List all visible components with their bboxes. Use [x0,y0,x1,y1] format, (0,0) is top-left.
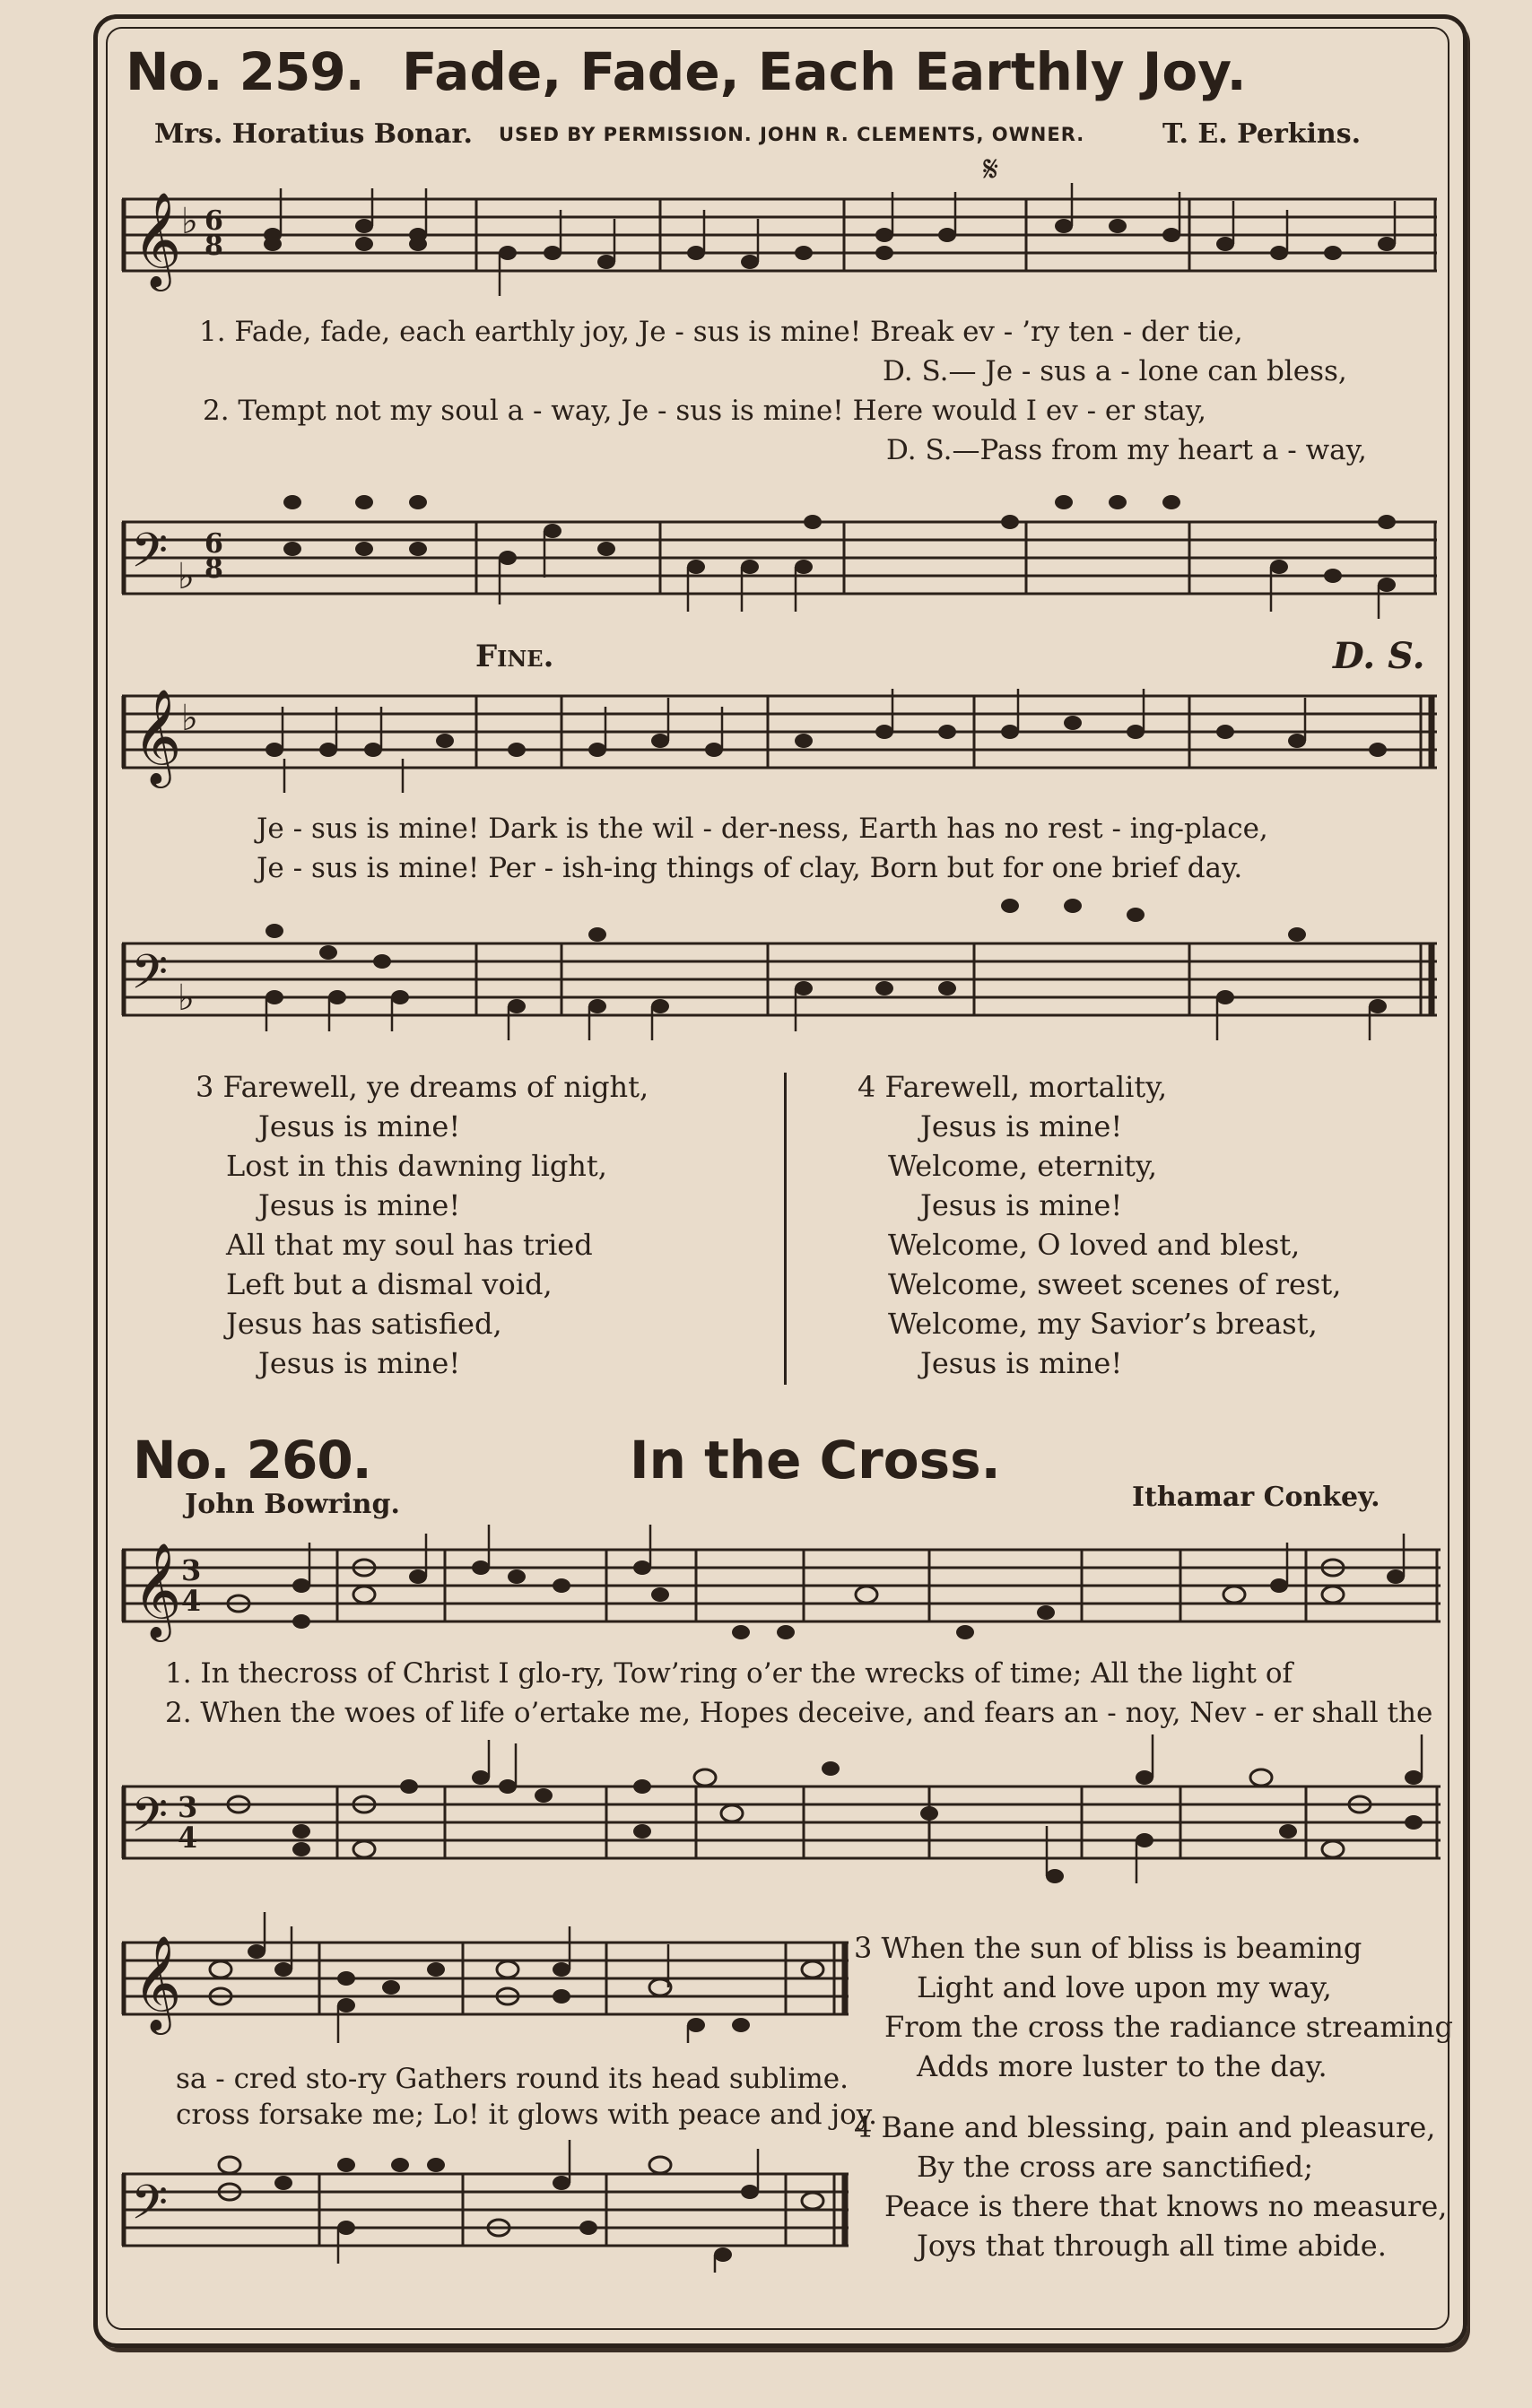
hymn-259-bass-staff-1 [122,493,1437,619]
verse-line: Lost in this dawning light, [226,1149,607,1183]
hymn-260-title: In the Cross. [630,1430,1001,1491]
verse-line: All that my soul has tried [226,1228,593,1262]
svg-text:𝄢: 𝄢 [131,1788,169,1855]
hymn-259-lyric-v1-line2: Je - sus is mine! Dark is the wil - der-ness, Earth has no rest - ing-place, [257,813,1268,845]
verse-line: Welcome, O loved and blest, [888,1228,1301,1262]
hymn-259-lyric-ds2: D. S.—Pass from my heart a - way, [886,434,1367,466]
verse-line: From the cross the radiance streaming [884,2010,1454,2044]
verse-line: Jesus is mine! [258,1109,461,1143]
ds-marking: D. S. [1333,635,1425,677]
verse-line: 3 When the sun of bliss is beaming [854,1931,1362,1965]
verse-divider [784,1073,787,1385]
verse-line: Light and love upon my way, [917,1970,1332,2004]
hymn-260-lyric-v2-line2: cross forsake me; Lo! it glows with peace and joy. [176,2099,878,2131]
verse-line: By the cross are sanctified; [917,2150,1313,2184]
svg-text:6: 6 [205,205,223,237]
hymn-260-bass-staff-1 [122,1740,1441,1892]
svg-text:6: 6 [205,528,223,560]
verse-line: Jesus is mine! [258,1346,461,1380]
hymn-259-verse-3 [196,1067,648,1383]
hymn-260-author: John Bowring. [185,1489,400,1520]
hymn-260-verse-3 [854,1928,1453,2086]
verse-line: Adds more luster to the day. [917,2049,1327,2083]
hymn-260-number: No. 260. [133,1430,371,1491]
hymn-260-lyric-v1-line2: sa - cred sto-ry Gathers round its head sublime. [176,2063,849,2095]
hymn-259-lyric-v2-line1: 2. Tempt not my soul a - way, Je - sus is mine! Here would I ev - er stay, [203,395,1207,427]
verse-line: Welcome, eternity, [888,1149,1157,1183]
verse-line: 3 Farewell, ye dreams of night, [196,1070,649,1104]
segno-sign: 𝄋 [983,149,999,190]
svg-text:♭: ♭ [178,556,195,597]
svg-text:♭: ♭ [181,201,198,242]
svg-text:𝄞: 𝄞 [133,688,182,784]
verse-line: 4 Bane and blessing, pain and pleasure, [854,2110,1436,2144]
hymn-259-lyric-v2-line2: Je - sus is mine! Per - ish-ing things of clay, Born but for one brief day. [257,852,1243,884]
hymn-259-permission: USED BY PERMISSION. JOHN R. CLEMENTS, OWNER. [499,124,1085,145]
hymn-260-lyric-v1-line1: 1. In thecross of Christ I glo-ry, Tow’ring o’er the wrecks of time; All the light of [165,1657,1293,1690]
svg-text:4: 4 [178,1821,198,1855]
svg-text:𝄞: 𝄞 [133,1542,182,1638]
hymn-259-treble-staff-2 [122,685,1437,793]
svg-text:𝄢: 𝄢 [131,2176,169,2242]
hymn-260-verse-4 [854,2108,1447,2265]
verse-line: Welcome, my Savior’s breast, [888,1307,1318,1341]
hymn-259-treble-staff-1 [122,188,1437,296]
svg-text:8: 8 [205,553,223,585]
verse-line: Jesus has satisfied, [226,1307,502,1341]
verse-line: Joys that through all time abide. [917,2229,1387,2263]
verse-line: Peace is there that knows no measure, [884,2189,1448,2223]
hymn-260-treble-staff-1 [122,1525,1441,1650]
hymn-259-lyric-ds1: D. S.— Je - sus a - lone can bless, [883,355,1347,387]
fine-marking: Fine. [475,639,554,674]
svg-text:𝄢: 𝄢 [131,945,169,1012]
hymn-260-bass-staff-2 [122,2138,849,2273]
verse-line: Left but a dismal void, [226,1267,553,1301]
hymn-259-number: No. 259. [126,41,364,102]
hymn-259-composer: T. E. Perkins. [1162,118,1362,150]
verse-line: 4 Farewell, mortality, [857,1070,1168,1104]
hymn-260-composer: Ithamar Conkey. [1132,1482,1380,1513]
treble-clef-icon: 𝄞 [133,191,182,287]
svg-text:4: 4 [181,1584,202,1618]
verse-line: Jesus is mine! [920,1109,1123,1143]
svg-text:𝄞: 𝄞 [133,1934,182,2030]
hymn-259-author: Mrs. Horatius Bonar. [154,118,473,150]
svg-text:8: 8 [205,230,223,262]
svg-text:3: 3 [178,1790,198,1824]
hymn-259-bass-staff-2 [122,897,1437,1040]
hymn-259-verse-4 [857,1067,1341,1383]
hymn-259-lyric-v1-line1: 1. Fade, fade, each earthly joy, Je - sus is mine! Break ev - ’ry ten - der tie, [199,316,1243,348]
svg-text:♭: ♭ [181,698,198,739]
hymn-260-lyric-v2-line1: 2. When the woes of life o’ertake me, Hopes deceive, and fears an - noy, Nev - er shall the [165,1697,1433,1729]
svg-text:♭: ♭ [178,978,195,1019]
verse-line: Jesus is mine! [920,1346,1123,1380]
hymn-259-title: Fade, Fade, Each Earthly Joy. [402,41,1247,102]
verse-line: Jesus is mine! [920,1188,1123,1222]
verse-line: Welcome, sweet scenes of rest, [888,1267,1342,1301]
hymn-260-treble-staff-2 [122,1917,849,2043]
bass-clef-icon: 𝄢 [131,524,169,590]
svg-text:3: 3 [181,1553,202,1587]
verse-line: Jesus is mine! [258,1188,461,1222]
